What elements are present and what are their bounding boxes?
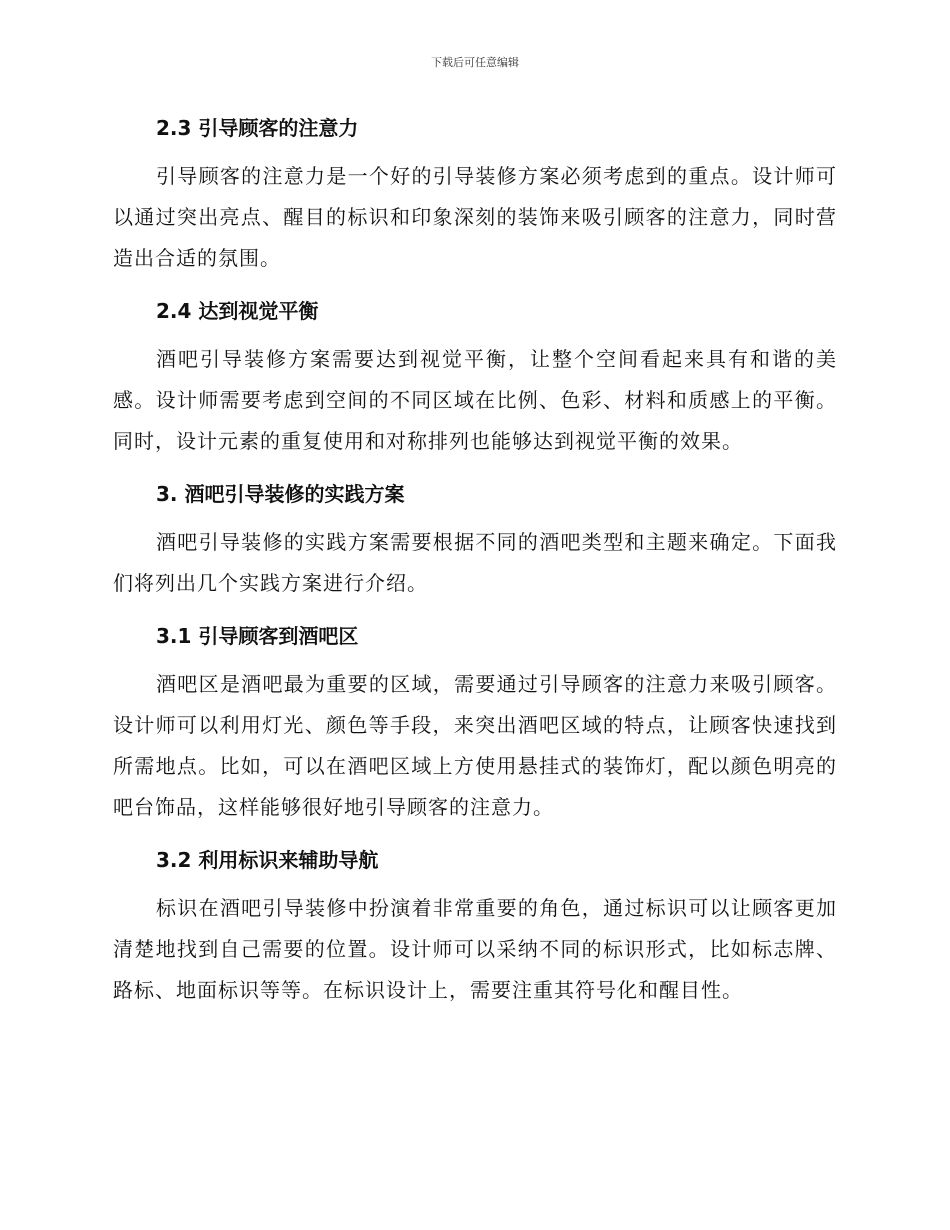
section-heading-2-3: 2.3 引导顾客的注意力 [156, 116, 359, 140]
section-paragraph-3-1: 酒吧区是酒吧最为重要的区域，需要通过引导顾客的注意力来吸引顾客。设计师可以利用灯光、颜色等手段，来突出酒吧区域的特点，让顾客快速找到所需地点。比如，可以在酒吧区域上方使用悬挂式的装饰灯，配以颜色明亮的吧台饰品，这样能够很好地引导顾客的注意力。 [113, 672, 837, 819]
section-heading-3: 3. 酒吧引导装修的实践方案 [156, 482, 405, 506]
page-header: 下载后可任意编辑 [431, 56, 519, 69]
section-heading-3-1: 3.1 引导顾客到酒吧区 [156, 624, 359, 648]
section-paragraph-2-4: 酒吧引导装修方案需要达到视觉平衡，让整个空间看起来具有和谐的美感。设计师需要考虑到空间的不同区域在比例、色彩、材料和质感上的平衡。同时，设计元素的重复使用和对称排列也能够达到视觉平衡的效果。 [113, 347, 837, 453]
section-paragraph-3: 酒吧引导装修的实践方案需要根据不同的酒吧类型和主题来确定。下面我们将列出几个实践方案进行介绍。 [113, 530, 837, 595]
section-heading-2-4: 2.4 达到视觉平衡 [156, 299, 319, 323]
section-paragraph-3-2: 标识在酒吧引导装修中扮演着非常重要的角色，通过标识可以让顾客更加清楚地找到自己需要的位置。设计师可以采纳不同的标识形式，比如标志牌、路标、地面标识等等。在标识设计上，需要注重其符号化和醒目性。 [113, 896, 837, 1002]
section-heading-3-2: 3.2 利用标识来辅助导航 [156, 848, 379, 872]
document-body [113, 108, 837, 1011]
section-paragraph-2-3: 引导顾客的注意力是一个好的引导装修方案必须考虑到的重点。设计师可以通过突出亮点、醒目的标识和印象深刻的装饰来吸引顾客的注意力，同时营造出合适的氛围。 [113, 164, 837, 270]
